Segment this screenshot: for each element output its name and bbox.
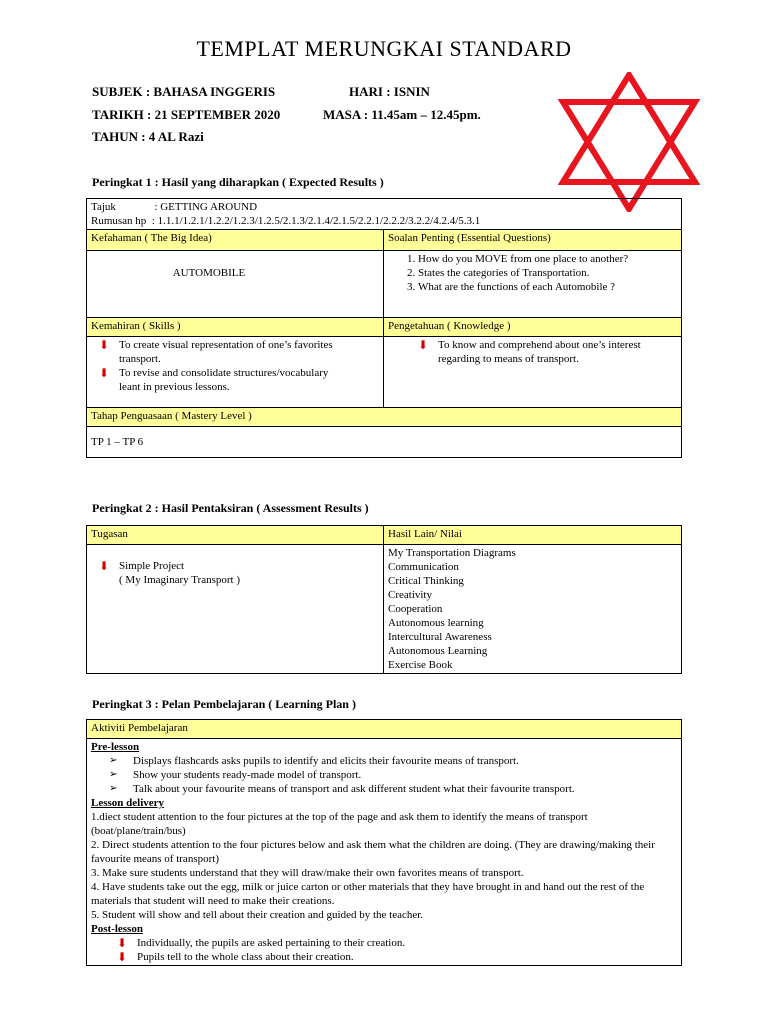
- big-idea-cell: [87, 251, 384, 318]
- post-lesson-item: ⬇ Pupils tell to the whole class about their creation.: [117, 950, 354, 964]
- expected-results-table: [86, 198, 682, 458]
- day-label: HARI : ISNIN: [349, 84, 430, 99]
- delivery-step: 3. Make sure students understand that they will draw/make their own favorites means of transport.: [91, 867, 524, 879]
- knowledge-header: Pengetahuan ( Knowledge ): [384, 318, 682, 337]
- section1-heading: Peringkat 1 : Hasil yang diharapkan ( Expected Results ): [92, 175, 384, 189]
- pre-lesson-label: Pre-lesson: [91, 741, 140, 753]
- big-idea-value: AUTOMOBILE: [172, 267, 246, 279]
- skills-header: Kemahiran ( Skills ): [87, 318, 384, 337]
- skill-item: ⬇ To revise and consolidate structures/vocabulary leant in previous lessons.: [99, 366, 329, 393]
- section2-heading: Peringkat 2 : Hasil Pentaksiran ( Assessment Results ): [92, 501, 369, 515]
- question-item: 2. States the categories of Transportation.: [418, 266, 677, 280]
- result-item: Intercultural Awareness: [388, 631, 492, 643]
- result-item: Cooperation: [388, 603, 443, 615]
- other-results-cell: [384, 545, 682, 674]
- bullet-arrow-icon: ⬇: [99, 559, 110, 573]
- standards-line: Rumusan hp : 1.1.1/1.2.1/1.2.2/1.2.3/1.2.5/2.1.3/2.1.4/2.1.5/2.2.1/2.2.2/3.2.2/4.2.4/5.3.1: [91, 215, 481, 227]
- section3-heading: Peringkat 3 : Pelan Pembelajaran ( Learning Plan ): [92, 697, 356, 711]
- arrow-bullet-icon: ➢: [109, 769, 118, 780]
- topic-line: Tajuk : GETTING AROUND: [91, 201, 258, 213]
- skills-cell: [87, 337, 384, 408]
- knowledge-item: ⬇ To know and comprehend about one’s interest regarding to means of transport.: [418, 338, 641, 365]
- delivery-step: 2. Direct students attention to the four pictures below and ask them what the children are doing. (They are drawing/making their favourite means of transport): [91, 839, 655, 865]
- result-item: Communication: [388, 561, 459, 573]
- learning-plan-table: [86, 719, 682, 966]
- lesson-delivery-label: Lesson delivery: [91, 797, 165, 809]
- activity-header: Aktiviti Pembelajaran: [87, 720, 682, 739]
- subject-label: SUBJEK : BAHASA INGGERIS: [92, 84, 276, 99]
- question-item: 1. How do you MOVE from one place to another?: [418, 252, 677, 266]
- assessment-results-table: [86, 525, 682, 674]
- question-item: 3. What are the functions of each Automobile ?: [418, 280, 677, 294]
- other-results-header: Hasil Lain/ Nilai: [384, 526, 682, 545]
- mastery-header: Tahap Penguasaan ( Mastery Level ): [87, 408, 682, 427]
- pre-lesson-item: ➢ Talk about your favourite means of transport and ask different student what their favourite transport.: [109, 783, 575, 795]
- delivery-step: 5. Student will show and tell about their creation and guided by the teacher.: [91, 909, 424, 921]
- bullet-arrow-icon: ⬇: [418, 338, 429, 352]
- big-idea-header: Kefahaman ( The Big Idea): [87, 230, 384, 251]
- task-cell: [87, 545, 384, 674]
- result-item: Critical Thinking: [388, 575, 464, 587]
- star-of-david-icon: [558, 72, 700, 212]
- activity-cell: [87, 739, 682, 966]
- topic-cell: [87, 199, 682, 230]
- pre-lesson-item: ➢ Show your students ready-made model of transport.: [109, 769, 362, 781]
- bullet-arrow-icon: ⬇: [117, 950, 128, 964]
- arrow-bullet-icon: ➢: [109, 755, 118, 766]
- post-lesson-label: Post-lesson: [91, 923, 143, 935]
- knowledge-cell: [384, 337, 682, 408]
- result-item: Autonomous Learning: [388, 645, 488, 657]
- date-label: TARIKH : 21 SEPTEMBER 2020: [92, 107, 281, 122]
- class-label: TAHUN : 4 AL Razi: [92, 129, 204, 144]
- result-item: Exercise Book: [388, 659, 453, 671]
- result-item: Autonomous learning: [388, 617, 484, 629]
- delivery-step: 4. Have students take out the egg, milk or juice carton or other materials that they have brought in and hand out the rest of the materials that student will need to make their creations.: [91, 881, 645, 907]
- time-label: MASA : 11.45am – 12.45pm.: [323, 107, 481, 122]
- bullet-arrow-icon: ⬇: [99, 338, 110, 352]
- result-item: My Transportation Diagrams: [388, 547, 516, 559]
- mastery-value: TP 1 – TP 6: [87, 427, 682, 458]
- essential-questions-cell: [384, 251, 682, 318]
- bullet-arrow-icon: ⬇: [117, 936, 128, 950]
- result-item: Creativity: [388, 589, 432, 601]
- bullet-arrow-icon: ⬇: [99, 366, 110, 380]
- delivery-step: 1.diect student attention to the four pictures at the top of the page and ask them to identify the means of transport (boat/plane/train/bus): [91, 811, 588, 837]
- post-lesson-item: ⬇ Individually, the pupils are asked pertaining to their creation.: [117, 936, 406, 950]
- page-title: TEMPLAT MERUNGKAI STANDARD: [196, 36, 572, 61]
- task-item: ⬇ Simple Project ( My Imaginary Transport ): [99, 559, 240, 586]
- task-header: Tugasan: [87, 526, 384, 545]
- pre-lesson-item: ➢ Displays flashcards asks pupils to identify and elicits their favourite means of transport.: [109, 755, 519, 767]
- essential-questions-header: Soalan Penting (Essential Questions): [384, 230, 682, 251]
- skill-item: ⬇ To create visual representation of one’s favorites transport.: [99, 338, 333, 365]
- arrow-bullet-icon: ➢: [109, 783, 118, 794]
